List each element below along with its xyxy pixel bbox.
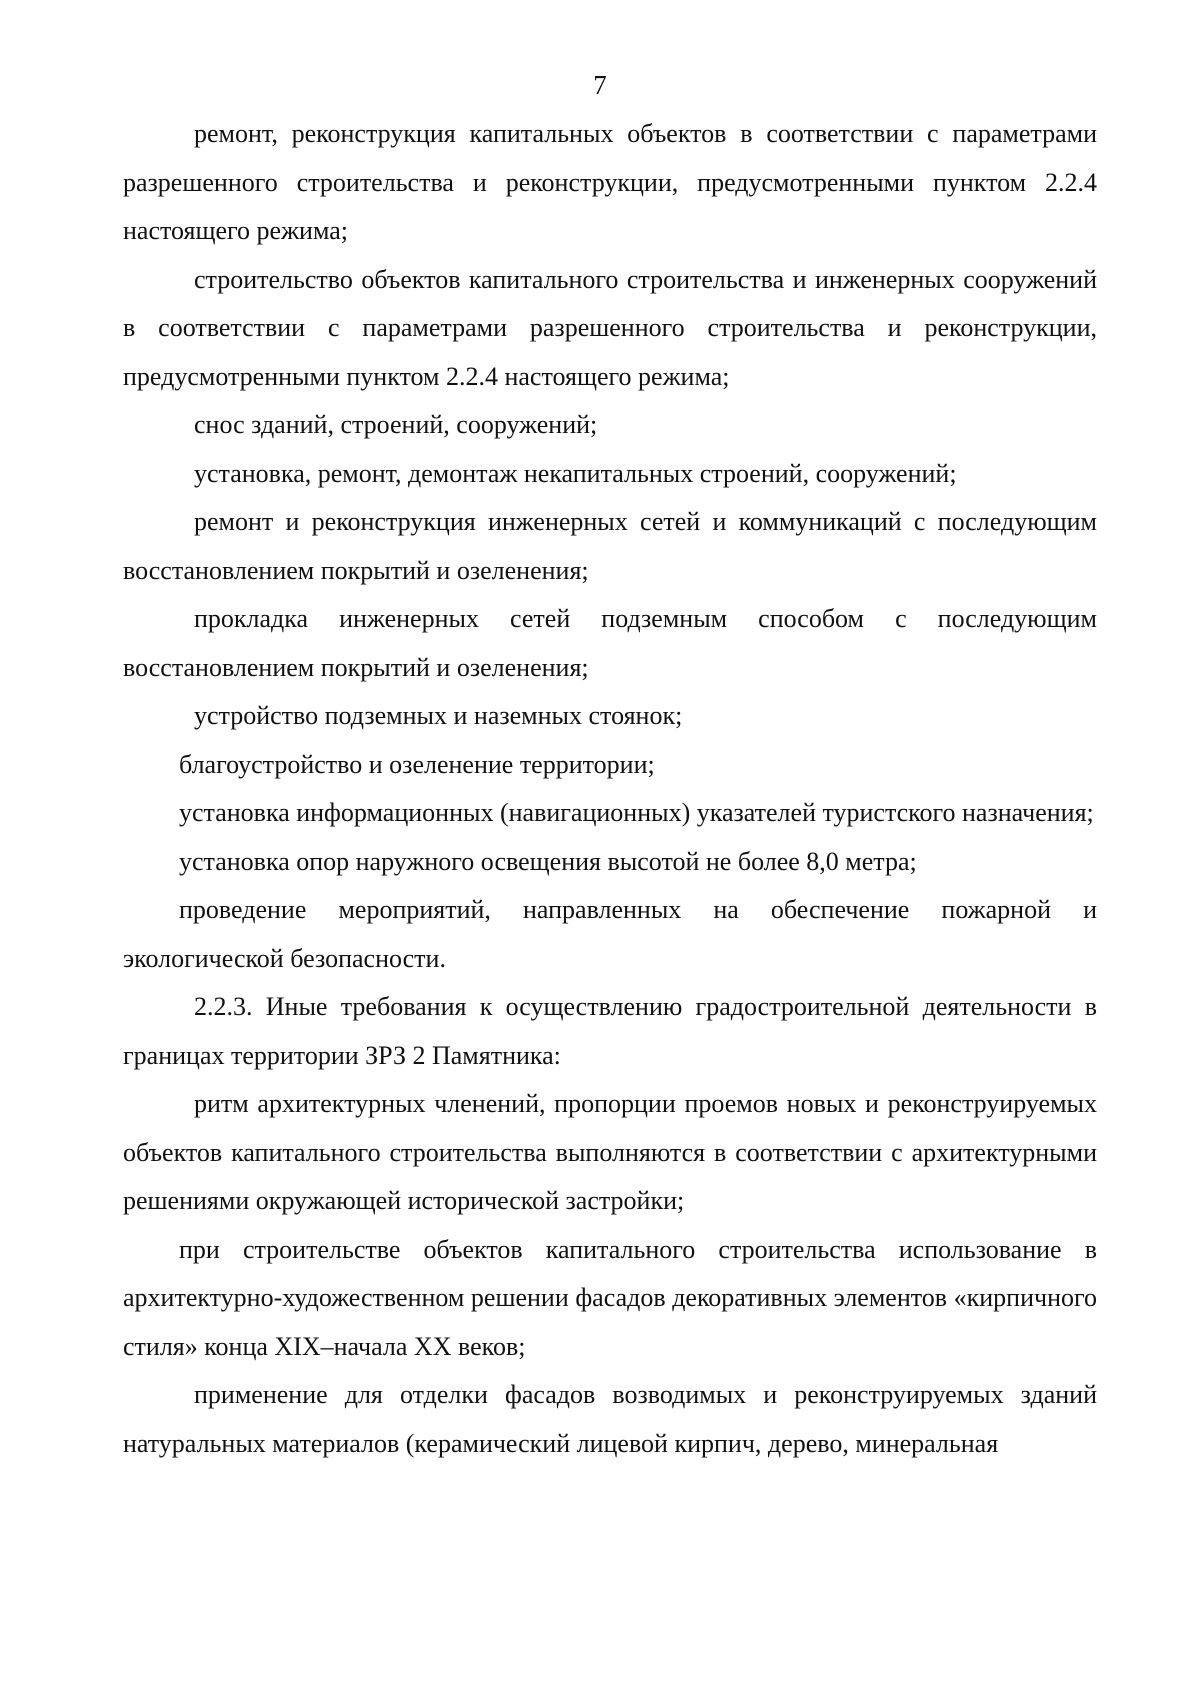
paragraph-non-capital-structures: установка, ремонт, демонтаж некапитальных строений, сооружений; — [194, 458, 957, 488]
section-heading-2-2-3: 2.2.3. Иные требования к осуществлению градостроительной деятельности в границах территории ЗРЗ 2 Памятника: — [123, 992, 1097, 1070]
paragraph-architectural-rhythm: ритм архитектурных членений, пропорции проемов новых и реконструируемых объектов капитального строительства выполняются в соответствии с архитектурными решениями окружающей исторической застройки; — [123, 1089, 1097, 1215]
page-number: 7 — [593, 70, 607, 100]
paragraph-tourist-signs: установка информационных (навигационных) указателей туристского назначения; — [179, 798, 1094, 827]
paragraph-lighting-poles: установка опор наружного освещения высотой не более 8,0 метра; — [179, 846, 917, 876]
paragraph-engineering-networks-repair: ремонт и реконструкция инженерных сетей и коммуникаций с последующим восстановлением покрытий и озеленения; — [123, 507, 1097, 585]
document-body — [123, 110, 1097, 1468]
paragraph-underground-networks: прокладка инженерных сетей подземным способом с последующим восстановлением покрытий и озеленения; — [123, 604, 1097, 682]
paragraph-fire-safety: проведение мероприятий, направленных на обеспечение пожарной и экологической безопасности. — [123, 895, 1097, 973]
paragraph-demolition: снос зданий, строений, сооружений; — [194, 410, 598, 439]
paragraph-construction-objects: строительство объектов капитального строительства и инженерных сооружений в соответствии с параметрами разрешенного строительства и реконструкции, предусмотренными пунктом 2.2.4 настоящего режима; — [123, 264, 1097, 391]
paragraph-landscaping: благоустройство и озеленение территории; — [179, 749, 655, 779]
paragraph-parking: устройство подземных и наземных стоянок; — [194, 701, 683, 730]
paragraph-facade-materials: применение для отделки фасадов возводимых и реконструируемых зданий натуральных материалов (керамический лицевой кирпич, дерево, минеральная — [123, 1380, 1097, 1458]
paragraph-repair-reconstruction: ремонт, реконструкция капитальных объектов в соответствии с параметрами разрешенного строительства и реконструкции, предусмотренными пунктом 2.2.4 настоящего режима; — [123, 119, 1097, 245]
paragraph-brick-style: при строительстве объектов капитального строительства использование в архитектурно-художественном решении фасадов декоративных элементов «кирпичного стиля» конца XIX–начала XX веков; — [123, 1234, 1097, 1361]
